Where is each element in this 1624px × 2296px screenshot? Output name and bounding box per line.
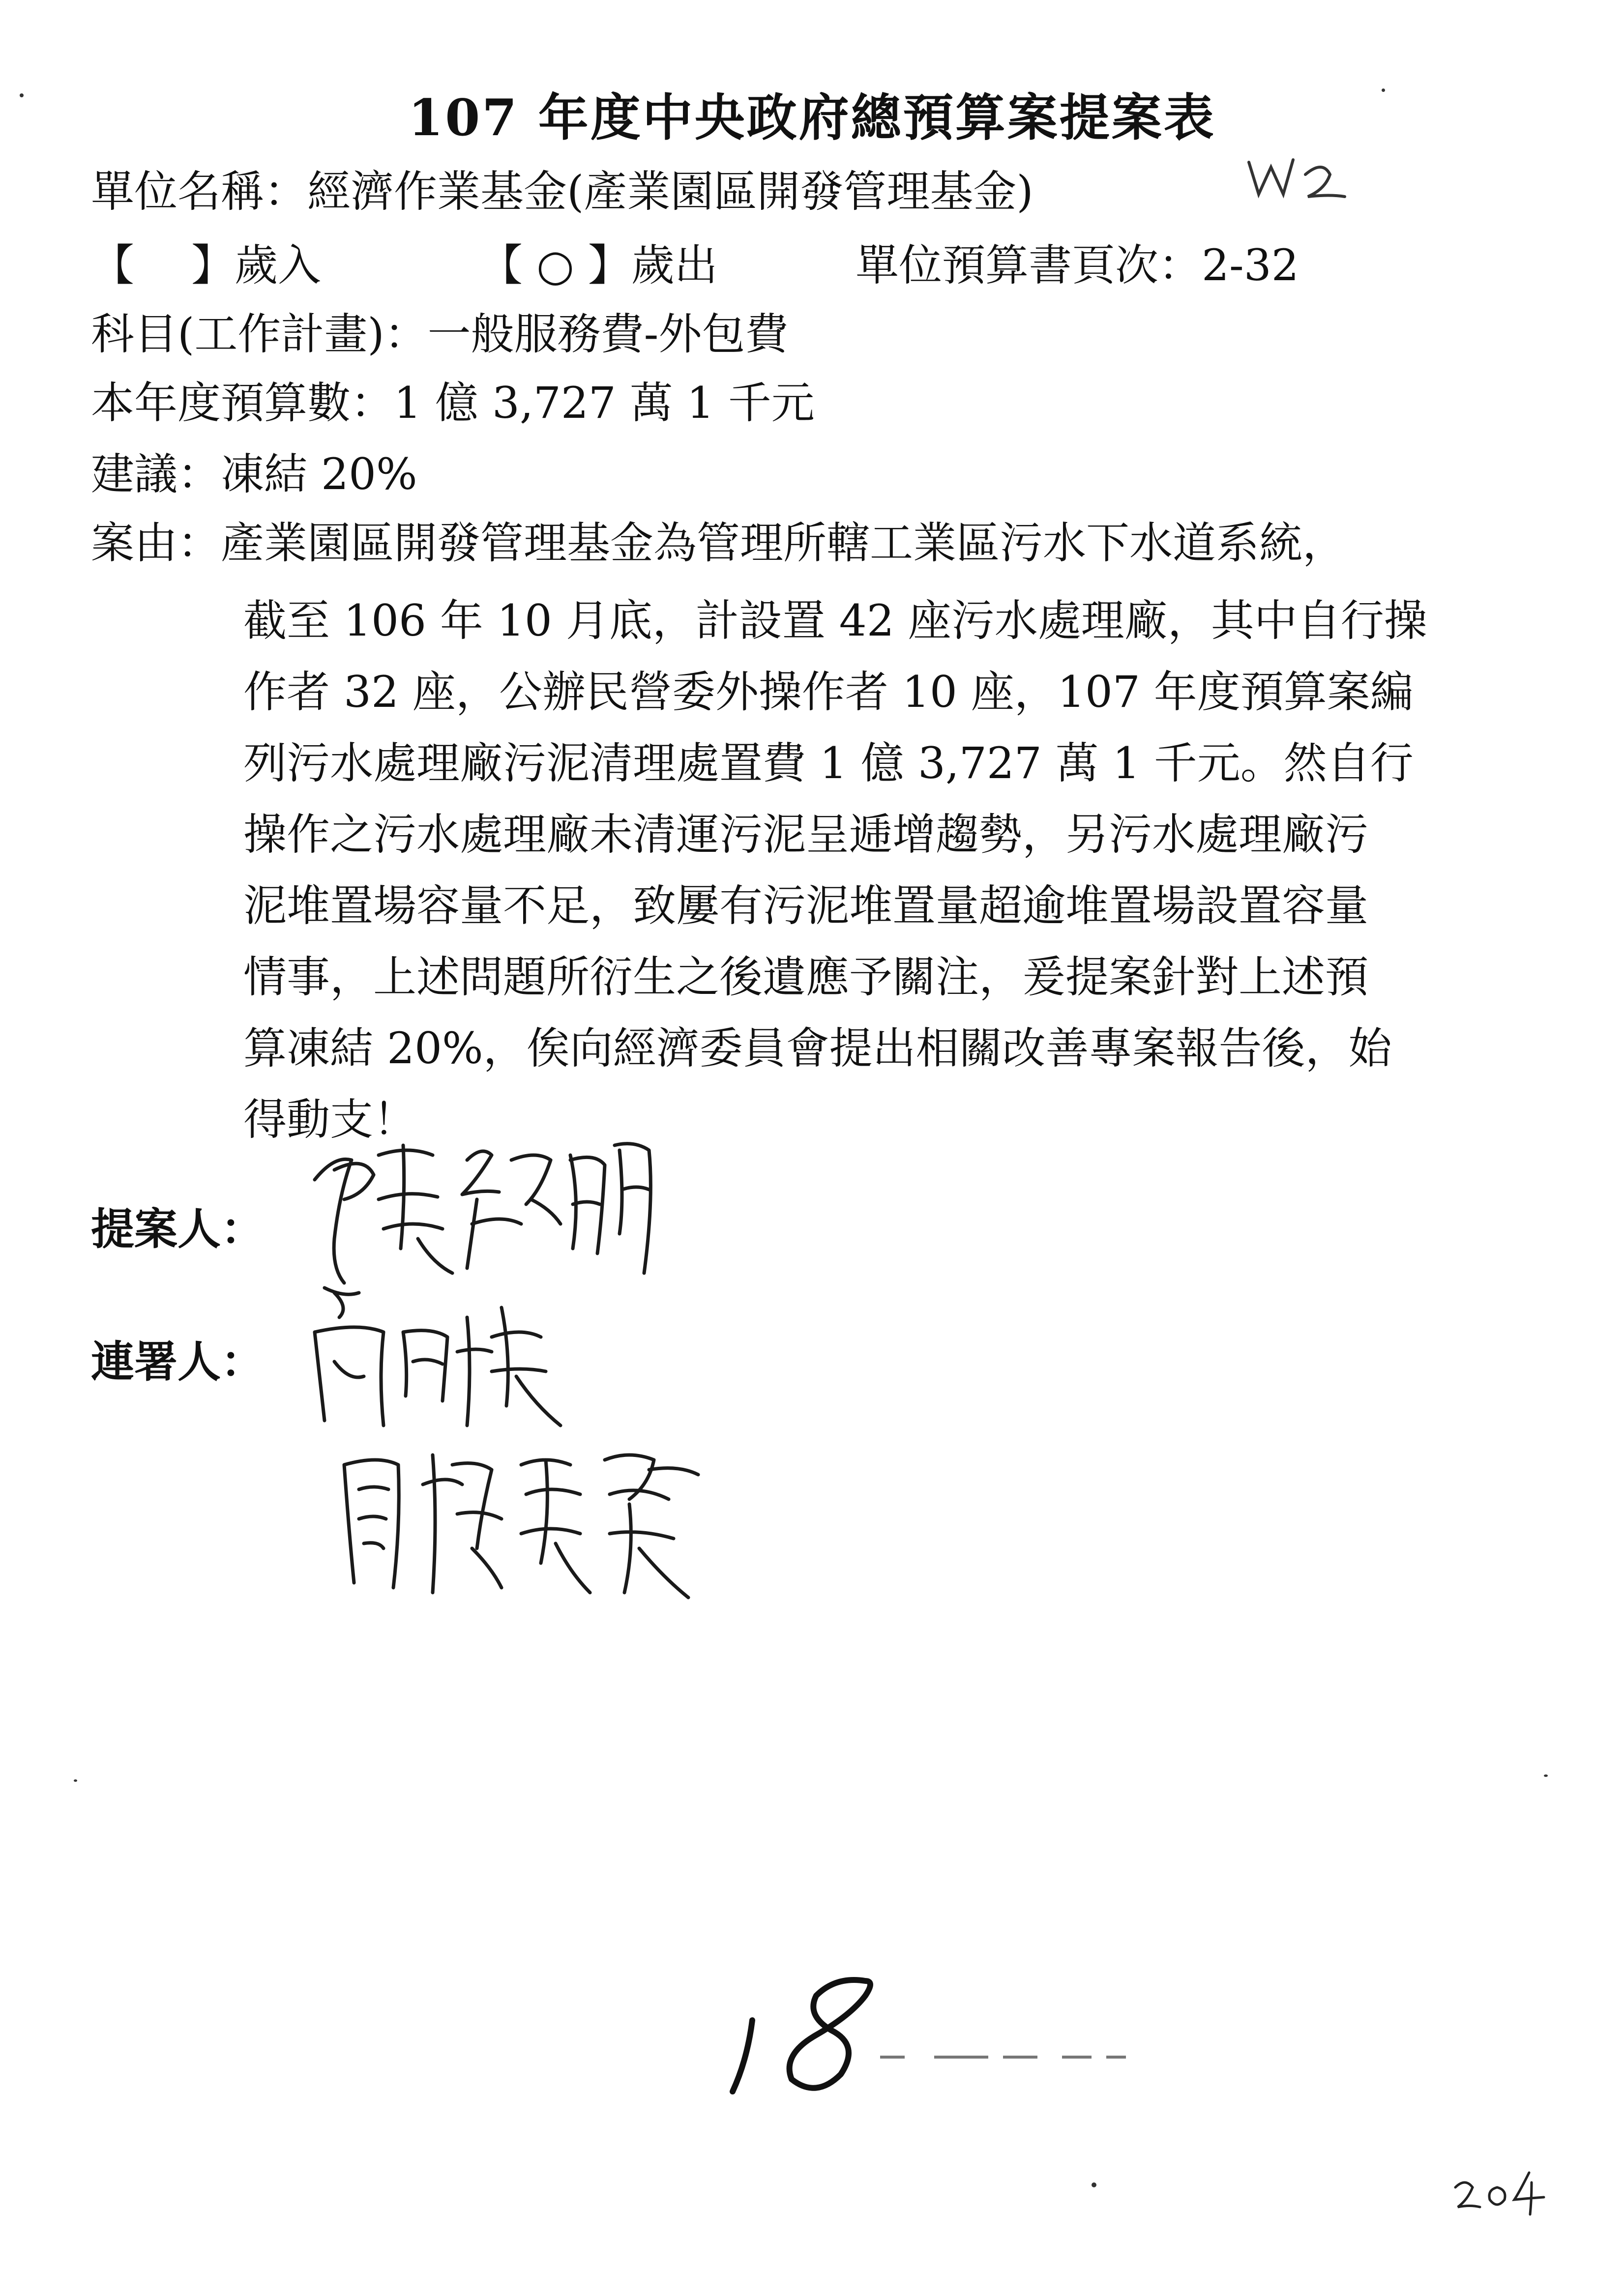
proposer-signature [305, 1126, 679, 1288]
scan-speck [20, 93, 24, 97]
reason-label-line: 案由：產業園區開發管理基金為管理所轄工業區污水下水道系統， [91, 518, 1346, 568]
scan-speck [1092, 2182, 1096, 2187]
handwritten-page-number [718, 1966, 924, 2104]
reason-body [243, 585, 1532, 1155]
proposer-label: 提案人： [91, 1203, 265, 1254]
scan-speck [1382, 88, 1385, 92]
reason-text-line: 算凍結 20%，俟向經濟委員會提出相關改善專案報告後，始 [243, 1023, 1392, 1074]
reason-text-line: 作者 32 座，公辦民營委外操作者 10 座，107 年度預算案編 [243, 667, 1414, 717]
cosigner-signature-1 [305, 1278, 620, 1435]
cosigner-signature-2 [334, 1435, 708, 1612]
reason-text-line: 泥堆置場容量不足，致屢有污泥堆置量超逾堆置場設置容量 [243, 880, 1369, 931]
expense-checkbox-label: 【 ○ 】歲出 [479, 240, 718, 291]
budget-amount-line: 本年度預算數：1 億 3,727 萬 1 千元 [91, 378, 815, 428]
suggestion-line: 建議：凍結 20% [91, 449, 417, 499]
income-checkbox-label: 【 】歲入 [91, 240, 321, 291]
unit-name-line: 單位名稱：經濟作業基金(產業園區開發管理基金) [91, 166, 1033, 217]
scan-speck [74, 1779, 77, 1782]
reason-text-line: 操作之污水處理廠未清運污泥呈逓增趨勢，另污水處理廠污 [243, 809, 1369, 860]
cosigner-label: 連署人： [91, 1336, 265, 1387]
reason-text-line: 截至 106 年 10 月底，計設置 42 座污水處理廠，其中自行操 [243, 595, 1427, 646]
page-reference: 單位預算書頁次：2-32 [856, 240, 1299, 291]
handwritten-corner-mark [1244, 147, 1352, 206]
document-title: 107 年度中央政府總預算案提案表 [408, 88, 1216, 147]
handwritten-footer-mark [1450, 2163, 1549, 2217]
reason-text-line: 列污水處理廠污泥清理處置費 1 億 3,727 萬 1 千元。然自行 [243, 738, 1414, 788]
subject-line: 科目(工作計畫)：一般服務費-外包費 [91, 309, 789, 359]
scan-speck [1544, 1774, 1548, 1777]
scan-noise-dashes [875, 2050, 1131, 2064]
reason-text-line: 得動支！ [243, 1094, 417, 1145]
reason-text-line: 情事，上述問題所衍生之後遺應予關注，爰提案針對上述預 [243, 952, 1369, 1002]
